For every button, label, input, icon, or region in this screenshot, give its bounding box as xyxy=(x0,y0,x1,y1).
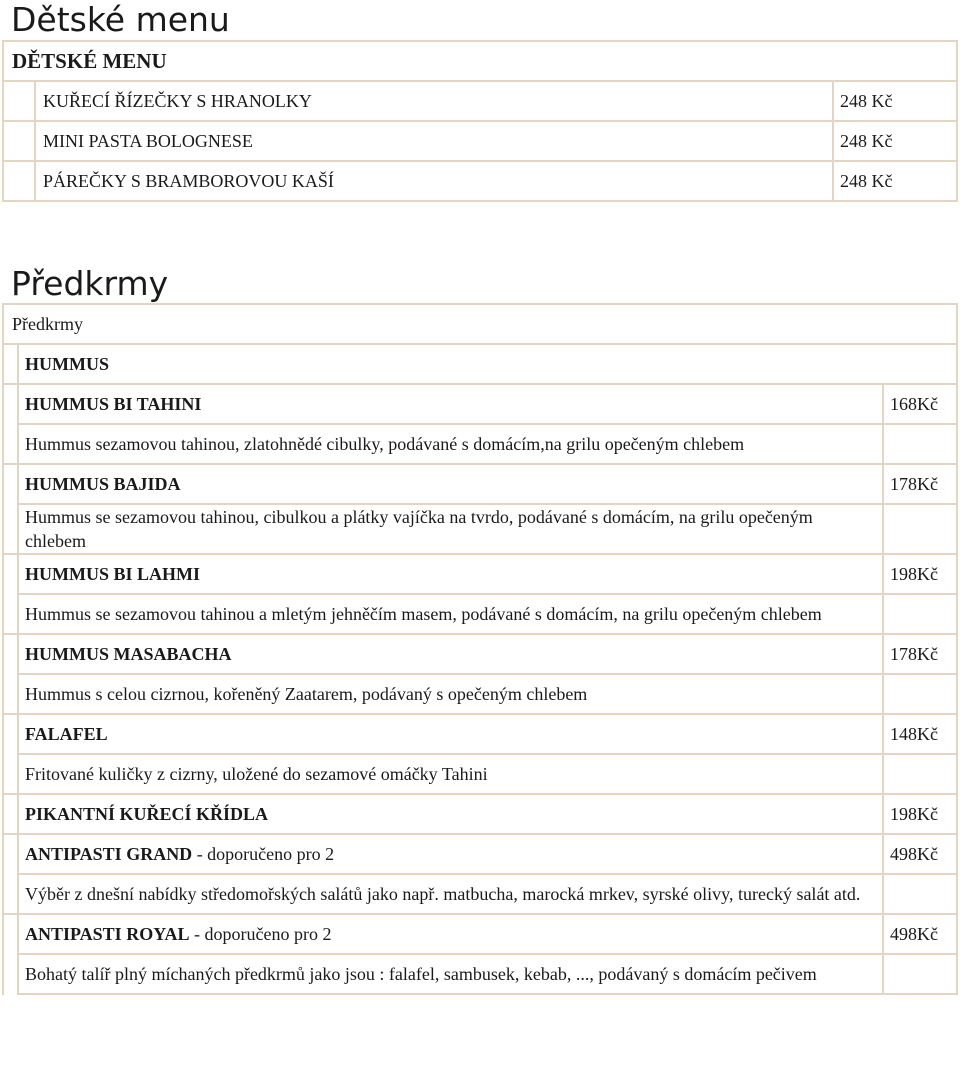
starters-table-caption: Předkrmy xyxy=(2,303,958,343)
starters-heading: Předkrmy xyxy=(11,264,169,303)
menu-item-price: 198Kč xyxy=(882,553,958,593)
menu-item-name: PIKANTNÍ KUŘECÍ KŘÍDLA xyxy=(17,793,882,833)
menu-item-description: Hummus se sezamovou tahinou, cibulkou a plátky vajíčka na tvrdo, podávané s domácím, na grilu opečeným chlebem xyxy=(17,503,882,553)
menu-item-description: Hummus s celou cizrnou, kořeněný Zaatarem, podávaný s opečeným chlebem xyxy=(17,673,882,713)
menu-item-description: Hummus se sezamovou tahinou a mletým jehněčím masem, podávané s domácím, na grilu opečeným chlebem xyxy=(17,593,882,633)
table-row xyxy=(2,593,958,633)
table-row xyxy=(2,423,958,463)
table-row xyxy=(2,80,958,120)
menu-item-name: PÁREČKY S BRAMBOROVOU KAŠÍ xyxy=(34,160,832,202)
menu-item-price: 248 Kč xyxy=(832,80,958,120)
menu-item-name xyxy=(17,833,882,873)
menu-item-name: HUMMUS BI LAHMI xyxy=(17,553,882,593)
menu-item-description: Výběr z dnešní nabídky středomořských salátů jako např. matbucha, marocká mrkev, syrské olivy, turecký salát atd. xyxy=(17,873,882,913)
table-row xyxy=(2,633,958,673)
menu-item-description: Hummus sezamovou tahinou, zlatohnědé cibulky, podávané s domácím,na grilu opečeným chlebem xyxy=(17,423,882,463)
table-row xyxy=(2,913,958,953)
table-row xyxy=(2,160,958,202)
menu-item-name: HUMMUS BI TAHINI xyxy=(17,383,882,423)
table-row xyxy=(2,673,958,713)
menu-item-price: 178Kč xyxy=(882,463,958,503)
menu-item-description: Fritované kuličky z cizrny, uložené do sezamové omáčky Tahini xyxy=(17,753,882,793)
menu-item-name xyxy=(17,913,882,953)
menu-item-price: 248 Kč xyxy=(832,120,958,160)
menu-item-name: HUMMUS MASABACHA xyxy=(17,633,882,673)
menu-item-price: 168Kč xyxy=(882,383,958,423)
table-row xyxy=(2,753,958,793)
kids-menu-heading: Dětské menu xyxy=(11,0,230,39)
table-row xyxy=(2,713,958,753)
menu-item-recommendation: - doporučeno pro 2 xyxy=(192,843,335,864)
menu-item-price: 248 Kč xyxy=(832,160,958,202)
menu-item-name: KUŘECÍ ŘÍZEČKY S HRANOLKY xyxy=(34,80,832,120)
kids-menu-table-header: DĚTSKÉ MENU xyxy=(2,40,958,80)
menu-item-name-text: ANTIPASTI ROYAL xyxy=(25,923,190,944)
table-row xyxy=(2,503,958,553)
menu-item-name: FALAFEL xyxy=(17,713,882,753)
menu-item-name: MINI PASTA BOLOGNESE xyxy=(34,120,832,160)
menu-item-price: 198Kč xyxy=(882,793,958,833)
table-row xyxy=(2,120,958,160)
menu-item-name: HUMMUS BAJIDA xyxy=(17,463,882,503)
menu-item-price: 498Kč xyxy=(882,913,958,953)
hummus-group-header: HUMMUS xyxy=(17,343,958,383)
kids-menu-table xyxy=(2,40,958,202)
menu-item-name-text: ANTIPASTI GRAND xyxy=(25,843,193,864)
table-row xyxy=(2,383,958,423)
menu-item-description: Bohatý talíř plný míchaných předkrmů jako jsou : falafel, sambusek, kebab, ..., podávaný s domácím pečivem xyxy=(17,953,882,995)
menu-item-recommendation: - doporučeno pro 2 xyxy=(189,923,332,944)
menu-item-price: 148Kč xyxy=(882,713,958,753)
starters-table xyxy=(2,303,958,995)
table-row xyxy=(2,553,958,593)
menu-item-price: 178Kč xyxy=(882,633,958,673)
menu-item-price: 498Kč xyxy=(882,833,958,873)
table-row xyxy=(2,873,958,913)
table-row xyxy=(2,953,958,995)
table-row xyxy=(2,793,958,833)
table-row xyxy=(2,463,958,503)
table-row xyxy=(2,833,958,873)
